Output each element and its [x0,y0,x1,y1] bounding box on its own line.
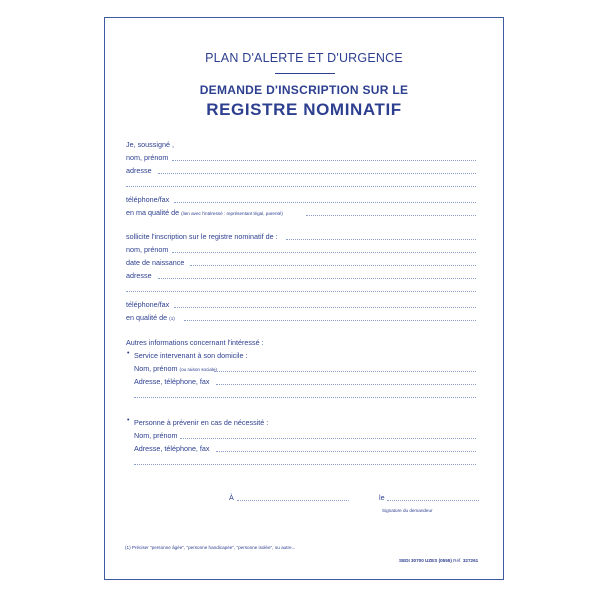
requester-address-field[interactable] [158,173,476,174]
subject-address-row[interactable] [126,269,476,281]
subject-birthdate-row[interactable] [126,256,476,268]
requester-capacity-field[interactable] [306,215,476,216]
bullet-icon: • [127,350,130,357]
emergency-name-label: Nom, prénom [134,431,178,440]
subject-address-field[interactable] [158,278,476,279]
subject-phone-label: téléphone/fax [126,300,170,309]
subject-capacity-field[interactable] [184,320,476,321]
requester-capacity-label: en ma qualité de (lien avec l'intéressé : représentant légal, parenté) [126,208,283,217]
service-contact-label: Adresse, téléphone, fax [134,377,210,386]
subject-intro-label: sollicite l'inscription sur le registre nominatif de : [126,232,278,241]
date-label: le [379,493,385,502]
emergency-contact-line2[interactable] [134,455,476,467]
subject-phone-field[interactable] [174,307,476,308]
requester-name-field[interactable] [172,160,476,161]
emergency-contact-field-2[interactable] [134,464,476,465]
emergency-contact-field[interactable] [216,451,476,452]
subject-address-line2[interactable] [126,282,476,294]
service-heading-row [134,349,476,361]
requester-phone-row[interactable] [126,193,476,205]
service-name-row[interactable] [134,362,476,374]
service-contact-field-2[interactable] [134,397,476,398]
emergency-heading-row [134,416,476,428]
requester-address-label: adresse [126,166,152,175]
emergency-contact-row[interactable] [134,442,476,454]
plan-title: PLAN D'ALERTE ET D'URGENCE [205,51,403,65]
service-heading-label: Service intervenant à son domicile : [134,351,248,360]
requester-phone-field[interactable] [174,202,476,203]
requester-intro-row [126,138,476,150]
signature-caption: Signature du demandeur [382,508,433,513]
subject-address-label: adresse [126,271,152,280]
requester-phone-label: téléphone/fax [126,195,170,204]
requester-intro-label: Je, soussigné , [126,140,174,149]
title-separator [275,73,335,74]
place-field[interactable] [237,500,349,501]
form-subtitle: DEMANDE D'INSCRIPTION SUR LE [199,83,409,97]
emergency-contact-label: Adresse, téléphone, fax [134,444,210,453]
footnote: (1) Préciser "personne âgée", "personne handicapée", "personne isolée", ou autre... [125,545,296,550]
form-main-title: REGISTRE NOMINATIF [206,100,402,119]
subject-name-row[interactable] [126,243,476,255]
subject-capacity-note: (1) [169,316,175,321]
requester-capacity-note: (lien avec l'intéressé : représentant légal, parenté) [181,211,283,216]
subject-birthdate-field[interactable] [190,265,476,266]
subject-capacity-label: en qualité de (1) [126,313,175,322]
emergency-name-field[interactable] [180,438,476,439]
service-contact-field[interactable] [216,384,476,385]
subject-intro-field[interactable] [286,239,476,240]
requester-address-field-2[interactable] [126,186,476,187]
requester-address-row[interactable] [126,164,476,176]
subject-phone-row[interactable] [126,298,476,310]
service-name-note: (ou raison sociale) [179,367,218,372]
subject-address-field-2[interactable] [126,291,476,292]
requester-name-row[interactable] [126,151,476,163]
subject-birthdate-label: date de naissance [126,258,185,267]
subject-name-label: nom, prénom [126,245,169,254]
emergency-name-row[interactable] [134,429,476,441]
date-field[interactable] [387,500,479,501]
place-label: À [229,493,234,502]
service-name-field[interactable] [214,371,476,372]
service-contact-line2[interactable] [134,388,476,400]
bullet-icon: • [127,417,130,424]
requester-address-line2[interactable] [126,177,476,189]
service-name-label: Nom, prénom (ou raison sociale) [134,364,218,373]
subject-name-field[interactable] [172,252,476,253]
service-contact-row[interactable] [134,375,476,387]
other-info-intro-label: Autres informations concernant l'intéressé : [126,338,264,347]
other-info-intro-row [126,336,476,348]
form-sheet [104,17,504,580]
subject-capacity-row[interactable] [126,311,476,323]
signature-row[interactable] [229,491,479,503]
requester-name-label: nom, prénom [126,153,169,162]
subject-intro-row[interactable] [126,230,476,242]
emergency-heading-label: Personne à prévenir en cas de nécessité : [134,418,269,427]
reference-code: SEDI 30700 UZES (0555) Réf. 327261 [399,558,479,563]
requester-capacity-row[interactable] [126,206,476,218]
